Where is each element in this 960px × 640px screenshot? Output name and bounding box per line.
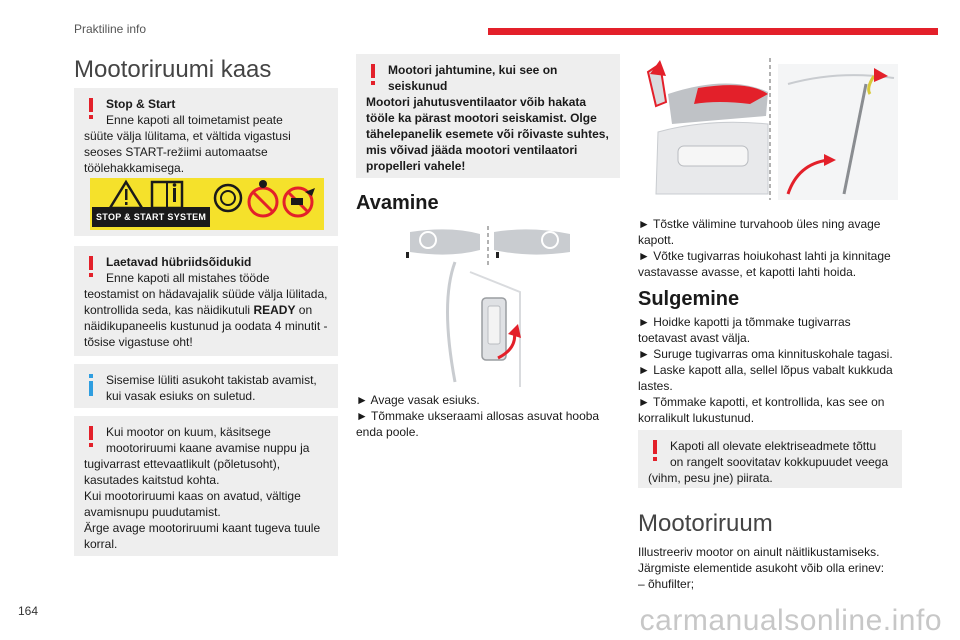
step-text: ► Hoidke kapotti ja tõmmake tugivarras toetavast avast välja.: [638, 315, 851, 345]
warning-line: mootoriruumi kaane avamise nuppu ja: [106, 441, 310, 455]
warning-body: Ärge avage mootoriruumi kaant tugeva tuule korral.: [84, 521, 321, 551]
warning-box-fan: [356, 54, 620, 178]
warning-line: Kui mootor on kuum, käsitsege: [106, 425, 271, 439]
section-title-engine-bay: Mootoriruum: [638, 510, 773, 537]
opening-steps-2: [638, 216, 902, 280]
section-title-closing: Sulgemine: [638, 288, 740, 310]
warning-heading: seiskunud: [388, 79, 448, 93]
step-text: ► Võtke tugivarras hoiukohast lahti ja kinnitage vastavasse avasse, et kapotti lahti hoida.: [638, 249, 891, 279]
warning-icon: [652, 440, 658, 462]
page-number: 164: [18, 604, 39, 618]
warning-line: (vihm, pesu jne) piirata.: [648, 471, 773, 485]
closing-steps: [638, 314, 902, 426]
warning-icon: [370, 64, 376, 86]
info-line: kui vasak esiuks on suletud.: [106, 389, 256, 403]
warning-icon: [88, 98, 94, 120]
warning-line: on rangelt soovitatav kokkupuudet veega: [670, 455, 889, 469]
warning-box-hybrid: [74, 246, 338, 356]
list-item: – õhufilter;: [638, 577, 695, 591]
opening-steps: [356, 392, 620, 440]
warning-line: Kapoti all olevate elektriseadmete tõttu: [670, 439, 877, 453]
warning-body: süüte välja lülitama, et vältida vigastusi seoses START-režiimi automaatse töölehakkamisega.: [84, 129, 291, 175]
header-accent-bar: [488, 28, 938, 35]
warning-line: Enne kapoti all toimetamist peate: [106, 113, 283, 127]
step-text: ► Avage vasak esiuks.: [356, 393, 480, 407]
info-icon: [88, 374, 94, 396]
hood-open-illustration: [638, 54, 902, 204]
step-text: ► Tõmmake kapotti, et kontrollida, kas see on korralikult lukustunud.: [638, 395, 885, 425]
sticker-label: STOP & START SYSTEM: [92, 207, 210, 227]
warning-icon: [88, 426, 94, 448]
ready-indicator-text: READY: [253, 303, 296, 317]
stop-start-sticker: [90, 178, 324, 230]
engine-bay-intro: [638, 544, 902, 592]
section-title-opening: Avamine: [356, 192, 439, 214]
warning-box-electrics: [638, 430, 902, 488]
warning-body: Kui mootoriruumi kaas on avatud, vältige avamisnupu puudutamist.: [84, 489, 301, 519]
running-header: Praktiline info: [74, 22, 147, 36]
info-box-switch: [74, 364, 338, 408]
door-release-illustration: [400, 222, 580, 392]
warning-body: tugivarrast ettevaatlikult (põletusoht), kasutades kaitstud kohta.: [84, 457, 281, 487]
warning-line: Enne kapoti all mistahes tööde: [106, 271, 270, 285]
step-text: ► Laske kapott alla, sellel lõpus vabalt kukkuda lastes.: [638, 363, 893, 393]
step-text: ► Tõstke välimine turvahoob üles ning avage kapott.: [638, 217, 881, 247]
info-line: Sisemise lüliti asukoht takistab avamist,: [106, 373, 317, 387]
warning-heading: Mootori jahtumine, kui see on: [388, 63, 558, 77]
warning-box-hot-engine: [74, 416, 338, 556]
warning-heading: Stop & Start: [106, 97, 176, 111]
watermark: carmanualsonline.info: [639, 604, 942, 637]
warning-box-stopstart: [74, 88, 338, 236]
warning-body: teostamist on hädavajalik süüde välja lülitada, kontrollida seda, kas näidikutuli READY on näidikupaneelis kustunud ja oodata 4 minutit - tõsise vigastuse oht!: [84, 287, 328, 349]
section-title-hood: Mootoriruumi kaas: [74, 56, 272, 83]
warning-heading: Laetavad hübriidsõidukid: [106, 255, 252, 269]
step-text: ► Tõmmake ukseraami allosas asuvat hooba enda poole.: [356, 409, 600, 439]
step-text: ► Suruge tugivarras oma kinnituskohale tagasi.: [638, 347, 893, 361]
warning-icon: [88, 256, 94, 278]
intro-text: Illustreeriv mootor on ainult näitlikustamiseks. Järgmiste elementide asukoht võib olla erinev:: [638, 545, 885, 575]
warning-body: Mootori jahutusventilaator võib hakata tööle ka pärast mootori seiskamist. Olge tähelepanelik esemete või rõivaste suhtes, mis võivad jääda mootori ventilaatori propelleri vahele!: [366, 95, 609, 173]
